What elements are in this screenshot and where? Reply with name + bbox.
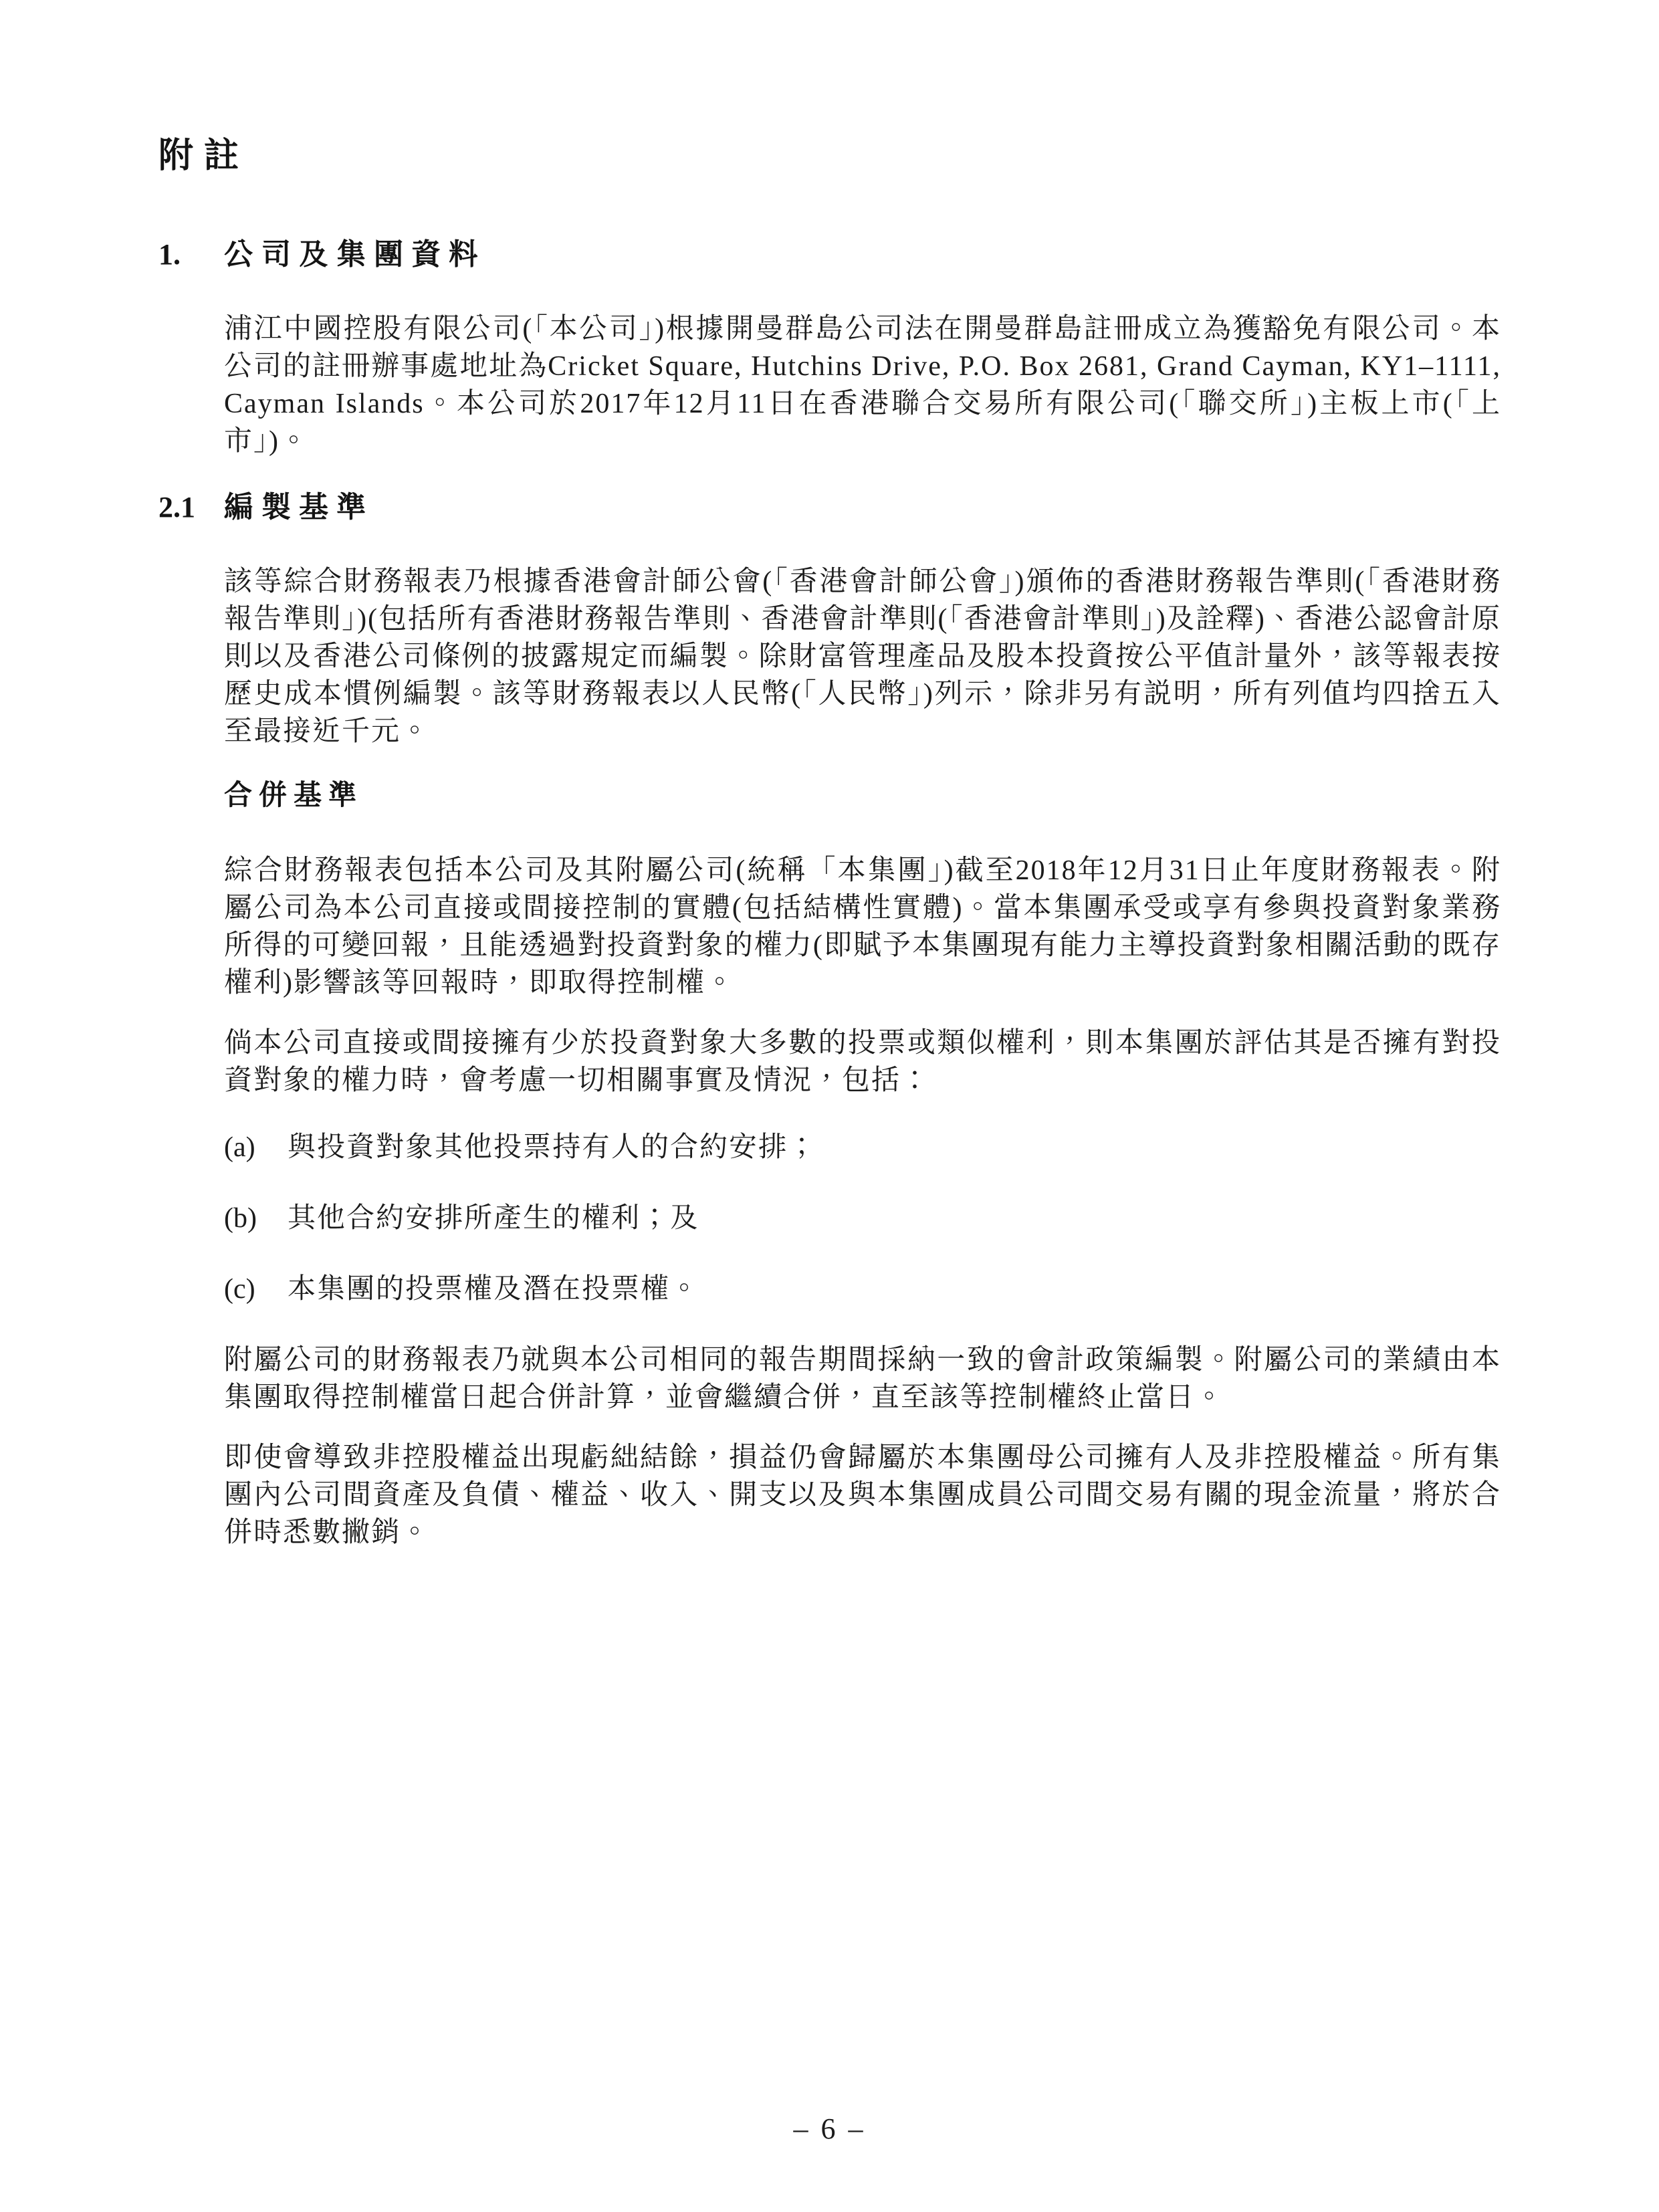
list-item-text: 其他合約安排所產生的權利；及 [288,1203,700,1234]
section-heading-row [158,230,1501,273]
page-title: 附註 [158,136,250,175]
subsection-heading-basis-of-consolidation: 合併基準 [224,779,364,811]
list-item-text: 與投資對象其他投票持有人的合約安排； [288,1132,818,1164]
page-footer [0,2112,1659,2146]
section-heading: 編製基準 [224,491,374,524]
section-heading: 公司及集團資料 [224,238,486,271]
page-number: – 6 – [793,2112,866,2145]
section-number: 1. [158,238,181,271]
consideration-list [224,1129,1501,1308]
list-item [224,1200,1501,1237]
list-item [224,1270,1501,1308]
section-company-group-info [158,230,1501,460]
paragraph-consolidation-scope: 綜合財務報表包括本公司及其附屬公司(統稱「本集團」)截至2018年12月31日止年度財務報表。附屬公司為本公司直接或間接控制的實體(包括結構性實體)。當本集團承受或享有參與投資對象業務所得的可變回報，且能透過對投資對象的權力(即賦予本集團現有能力主導投資對象相關活動的既存權利)影響該等回報時，即取得控制權。 [224,855,1501,999]
paragraph-preparation-basis: 該等綜合財務報表乃根據香港會計師公會(「香港會計師公會」)頒佈的香港財務報告準則(「香港財務報告準則」)(包括所有香港財務報告準則、香港會計準則(「香港會計準則」)及詮釋)、香港公認會計原則以及香港公司條例的披露規定而編製。除財富管理產品及股本投資按公平值計量外，該等報表按歷史成本慣例編製。該等財務報表以人民幣(「人民幣」)列示，除非另有説明，所有列值均四捨五入至最接近千元。 [224,566,1501,748]
list-item-text: 本集團的投票權及潛在投票權。 [288,1274,700,1305]
paragraph-voting-rights-assessment: 倘本公司直接或間接擁有少於投資對象大多數的投票或類似權利，則本集團於評估其是否擁有對投資對象的權力時，會考慮一切相關事實及情況，包括： [224,1028,1501,1097]
section-heading-row [158,483,1501,526]
paragraph-subsidiary-accounting-policies: 附屬公司的財務報表乃就與本公司相同的報告期間採納一致的會計政策編製。附屬公司的業績由本集團取得控制權當日起合併計算，並會繼續合併，直至該等控制權終止當日。 [224,1345,1501,1414]
section-body [224,563,1501,1551]
list-item-marker: (c) [224,1274,255,1305]
section-basis-of-preparation [158,483,1501,1551]
section-number: 2.1 [158,491,195,524]
list-item [224,1129,1501,1166]
list-item-marker: (b) [224,1203,257,1234]
paragraph-non-controlling-interests: 即使會導致非控股權益出現虧絀結餘，損益仍會歸屬於本集團母公司擁有人及非控股權益。所有集團內公司間資產及負債、權益、收入、開支以及與本集團成員公司間交易有關的現金流量，將於合併時悉數撇銷。 [224,1442,1501,1549]
list-item-marker: (a) [224,1132,255,1164]
paragraph-company-incorporation: 浦江中國控股有限公司(「本公司」)根據開曼群島公司法在開曼群島註冊成立為獲豁免有限公司。本公司的註冊辦事處地址為Cricket Square, Hutchins Drive, P.O. Box 2681, Grand Cayman, KY1–1111, Cayman Islands。本公司於2017年12月11日在香港聯合交易所有限公司(「聯交所」)主板上市(「上市」)。 [224,314,1501,457]
section-body [224,310,1501,460]
